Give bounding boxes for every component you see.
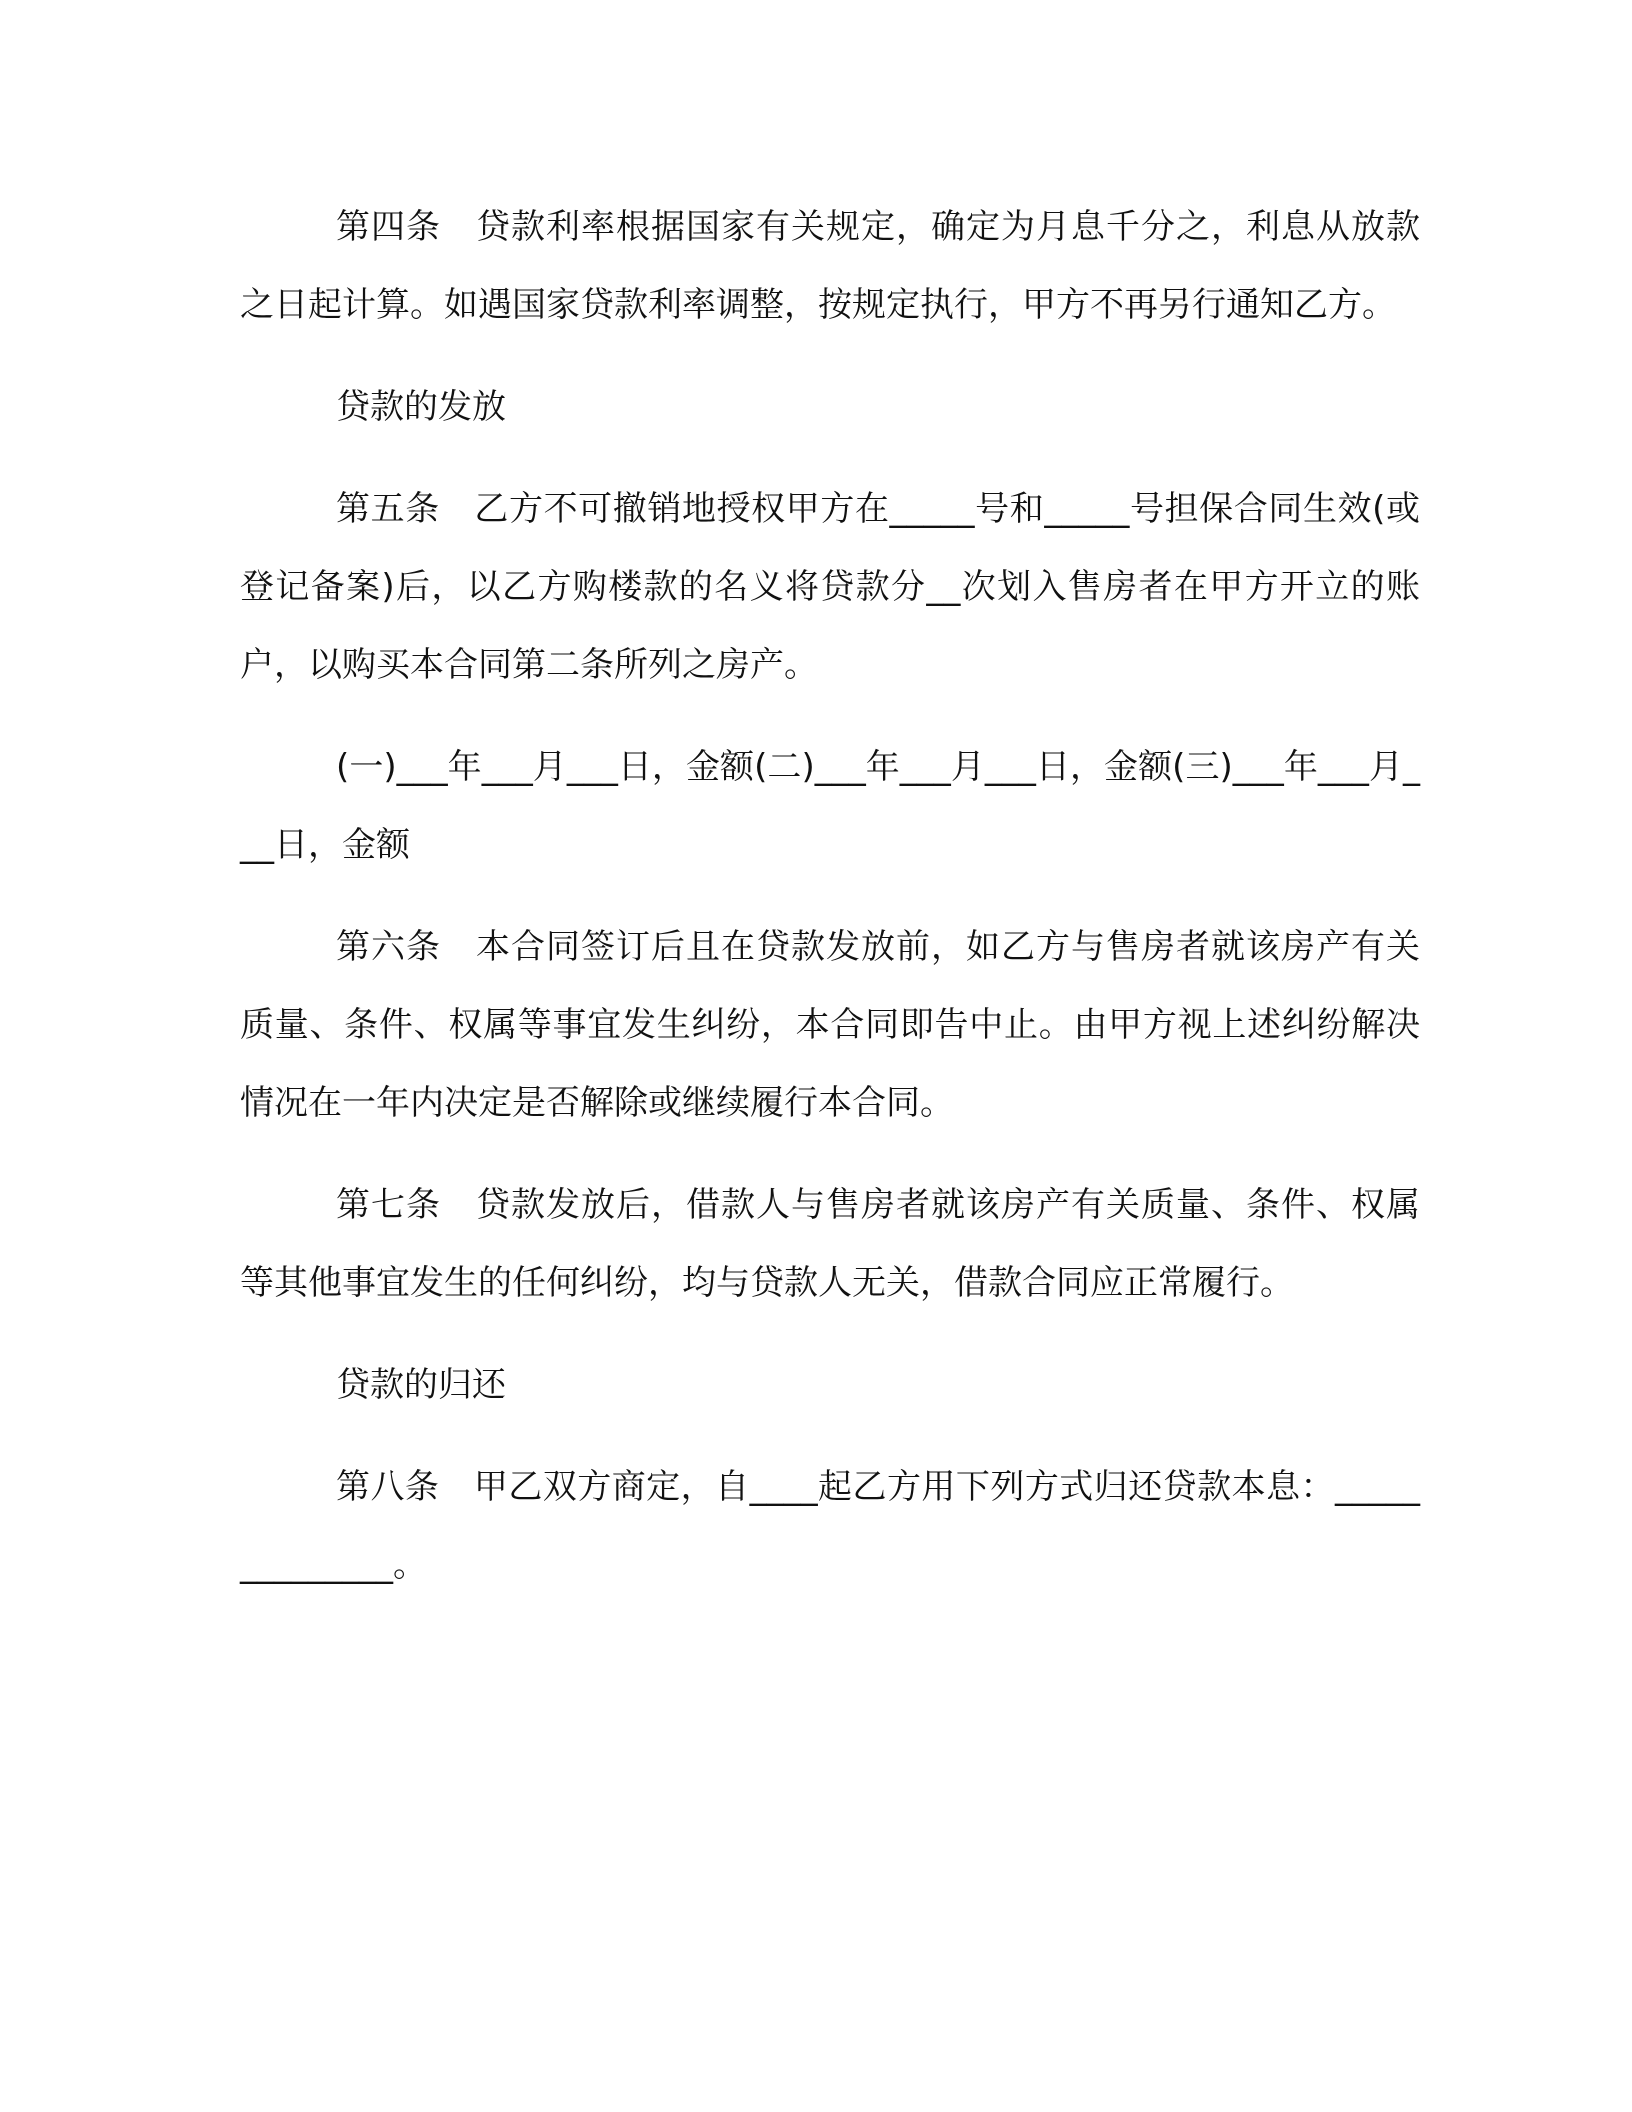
article-7-disputes-after-disbursement: 第七条 贷款发放后，借款人与售房者就该房产有关质量、条件、权属等其他事宜发生的任何纠纷，均与贷款人无关，借款合同应正常履行。 (240, 1185, 1420, 1303)
section-heading-loan-disbursement: 贷款的发放 (336, 387, 506, 427)
disbursement-schedule: (一)___年___月___日，金额(二)___年___月___日，金额(三)___年___月___日，金额 (240, 747, 1420, 865)
article-8-repayment: 第八条 甲乙双方商定，自____起乙方用下列方式归还贷款本息：______________。 (240, 1467, 1420, 1585)
article-6-disputes-before-disbursement: 第六条 本合同签订后且在贷款发放前，如乙方与售房者就该房产有关质量、条件、权属等事宜发生纠纷，本合同即告中止。由甲方视上述纠纷解决情况在一年内决定是否解除或继续履行本合同。 (240, 927, 1420, 1123)
document-body (240, 188, 1420, 1628)
article-4-interest-rate: 第四条 贷款利率根据国家有关规定，确定为月息千分之，利息从放款之日起计算。如遇国家贷款利率调整，按规定执行，甲方不再另行通知乙方。 (240, 207, 1420, 325)
article-5-disbursement: 第五条 乙方不可撤销地授权甲方在_____号和_____号担保合同生效(或登记备案)后，以乙方购楼款的名义将贷款分__次划入售房者在甲方开立的账户，以购买本合同第二条所列之房产。 (240, 489, 1420, 685)
section-heading-loan-repayment: 贷款的归还 (336, 1365, 506, 1405)
